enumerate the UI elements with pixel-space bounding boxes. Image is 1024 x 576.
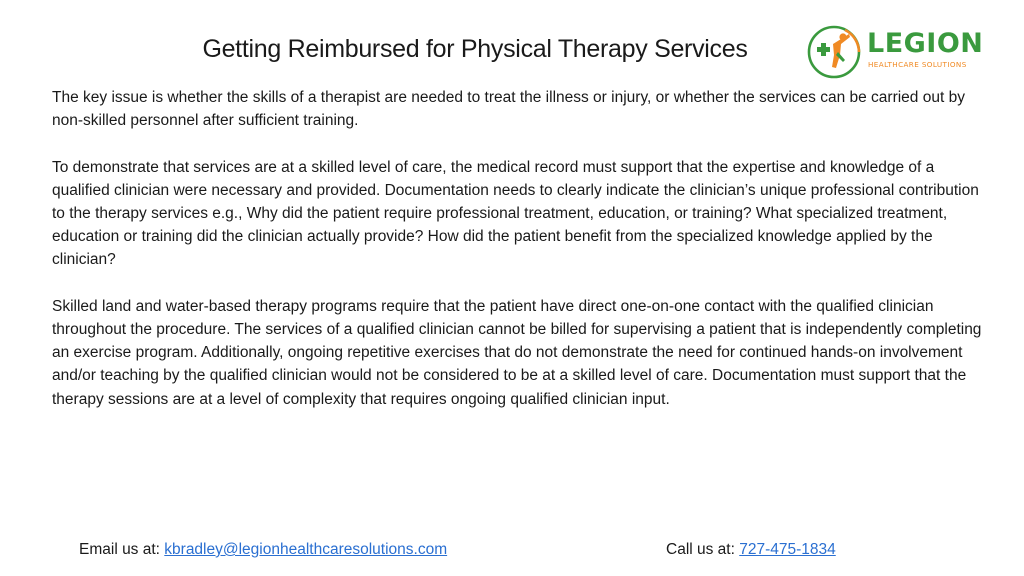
phone-label: Call us at: [666,541,740,558]
legion-cross-figure-icon [805,22,865,82]
logo-wordmark: LEGION [867,28,984,59]
footer-email [79,539,447,561]
paragraph-key-issue: The key issue is whether the skills of a therapist are needed to treat the illness or injury, or whether the services can be carried out by non-skilled personnel after sufficient training. [52,89,965,130]
body-content [52,86,992,434]
page-title: Getting Reimbursed for Physical Therapy Services [202,35,748,63]
email-label: Email us at: [79,541,165,558]
paragraph-skilled-level: To demonstrate that services are at a skilled level of care, the medical record must support that the expertise and knowledge of a qualified clinician were necessary and provided. Documentation needs to clearly indicate the clinician’s unique professional contribution to the therapy services e.g., Why did the patient require professional treatment, education, or training? What specialized treatment, education or training did the clinician actually provide? How did the patient benefit from the specialized knowledge applied by the clinician? [52,158,979,269]
paragraph-skilled-programs: Skilled land and water-based therapy programs require that the patient have direct one-on-one contact with the qualified clinician throughout the procedure. The services of a qualified clinician cannot be billed for supervising a patient that is independently completing an exercise program. Additionally, ongoing repetitive exercises that do not demonstrate the need for continued hands-on involvement and/or teaching by the qualified clinician would not be considered to be at a skilled level of care. Documentation must support that the therapy sessions are at a level of complexity that requires ongoing qualified clinician input. [52,297,982,408]
footer-phone [666,539,836,561]
email-link[interactable]: kbradley@legionhealthcaresolutions.com [164,541,448,558]
logo-subtitle: HEALTHCARE SOLUTIONS [868,60,967,69]
legion-logo [805,22,985,82]
phone-link[interactable]: 727-475-1834 [739,541,836,558]
